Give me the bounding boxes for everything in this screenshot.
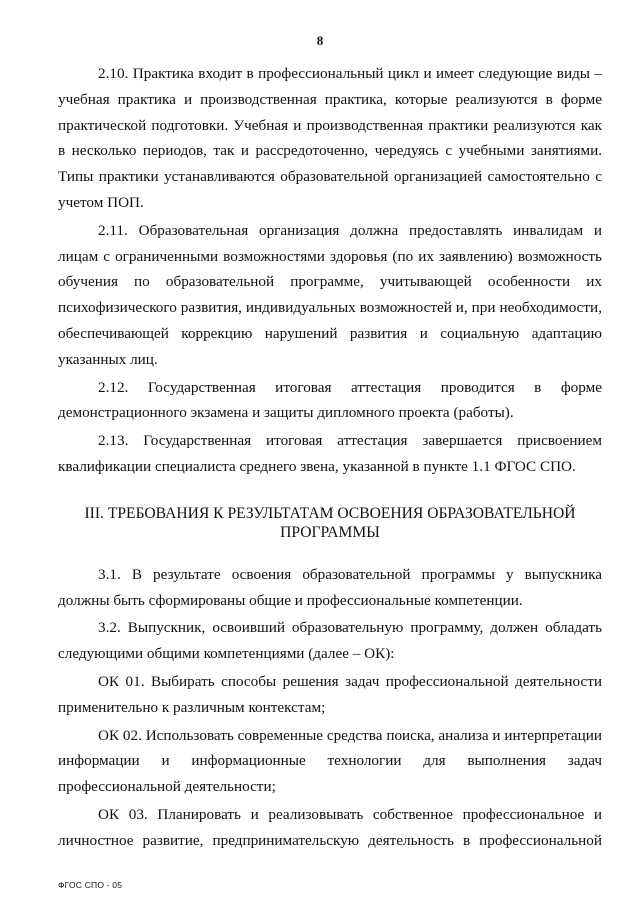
paragraph-2-10: 2.10. Практика входит в профессиональный цикл и имеет следующие виды – учебная практика и производственная практика, которые реализуются в форме практической подготовки. Учебная и производственная практики реализуются как в несколько периодов, так и рассредоточенно, чередуясь с учебными занятиями. Типы практики устанавливаются образовательной организацией самостоятельно с учетом ПОП. (58, 65, 602, 211)
paragraph-3-2: 3.2. Выпускник, освоивший образовательную программу, должен обладать следующими общими компетенциями (далее – ОК): (58, 619, 602, 663)
competency-ok-01: ОК 01. Выбирать способы решения задач профессиональной деятельности применительно к различным контекстам; (58, 672, 602, 716)
section-heading: III. ТРЕБОВАНИЯ К РЕЗУЛЬТАТАМ ОСВОЕНИЯ ОБРАЗОВАТЕЛЬНОЙ ПРОГРАММЫ (84, 504, 576, 541)
document-body (58, 61, 602, 854)
paragraph-2-11: 2.11. Образовательная организация должна предоставлять инвалидам и лицам с ограниченными возможностями здоровья (по их заявлению) возможность обучения по образовательной программе, учитывающей особенности их психофизического развития, индивидуальных возможностей и, при необходимости, обеспечивающей коррекцию нарушений развития и социальную адаптацию указанных лиц. (58, 221, 602, 368)
paragraph-2-13: 2.13. Государственная итоговая аттестация завершается присвоением квалификации специалиста среднего звена, указанной в пункте 1.1 ФГОС СПО. (58, 432, 602, 475)
paragraph-2-12: 2.12. Государственная итоговая аттестация проводится в форме демонстрационного экзамена и защиты дипломного проекта (работы). (58, 378, 602, 422)
competency-ok-02: ОК 02. Использовать современные средства поиска, анализа и интерпретации информации и информационные технологии для выполнения задач профессиональной деятельности; (58, 726, 602, 796)
competency-ok-03: ОК 03. Планировать и реализовывать собственное профессиональное и личностное развитие, предпринимательскую деятельность в профессиональной (58, 805, 602, 849)
footer-label: ФГОС СПО - 05 (58, 880, 123, 890)
page-number: 8 (316, 33, 324, 48)
paragraph-3-1: 3.1. В результате освоения образовательной программы у выпускника должны быть сформированы общие и профессиональные компетенции. (58, 565, 602, 609)
